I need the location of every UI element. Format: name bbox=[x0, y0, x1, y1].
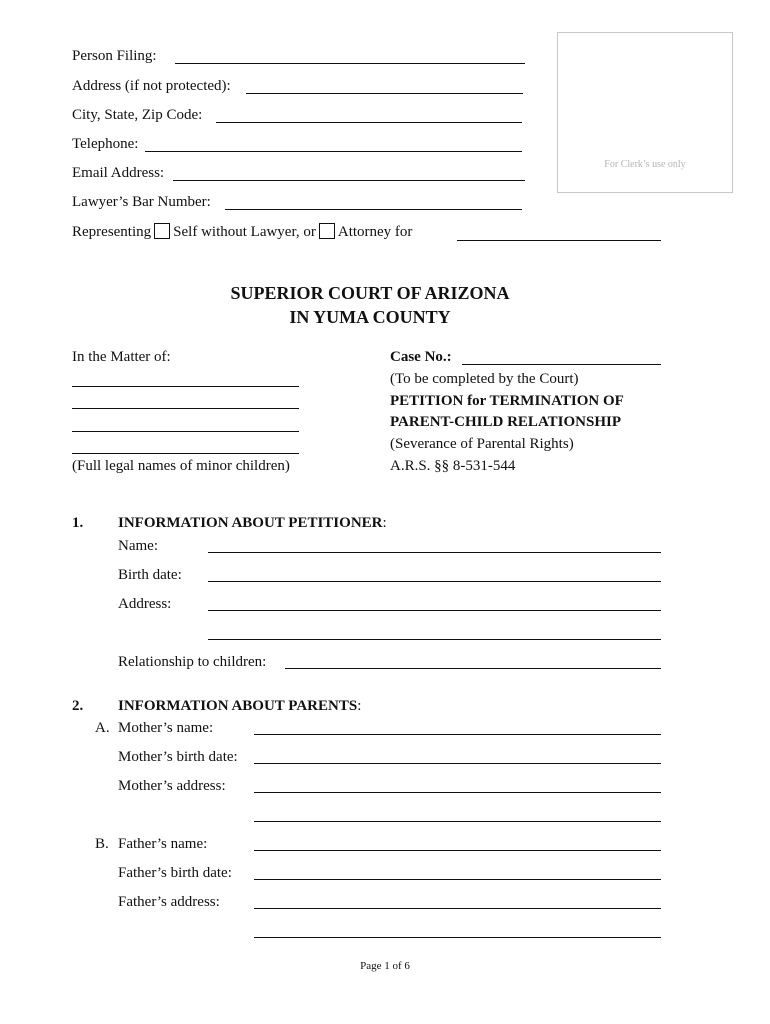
attorney-for-field[interactable] bbox=[457, 240, 661, 241]
petitioner-address-label: Address: bbox=[118, 596, 172, 612]
mother-name-label: Mother’s name: bbox=[118, 720, 214, 736]
section2-heading-text: INFORMATION ABOUT PARENTS bbox=[118, 698, 358, 714]
petition-title-line2: PARENT-CHILD RELATIONSHIP bbox=[390, 414, 622, 430]
section1-number: 1. bbox=[72, 515, 84, 531]
person-filing-field[interactable] bbox=[175, 63, 525, 64]
child-name-field[interactable] bbox=[72, 408, 299, 409]
father-address-label: Father’s address: bbox=[118, 894, 220, 910]
children-note: (Full legal names of minor children) bbox=[72, 458, 290, 474]
petitioner-birth-field[interactable] bbox=[208, 581, 661, 582]
father-birth-label: Father’s birth date: bbox=[118, 865, 232, 881]
page-number: Page 1 of 6 bbox=[360, 960, 410, 972]
court-county: IN YUMA COUNTY bbox=[289, 307, 451, 327]
father-name-label: Father’s name: bbox=[118, 836, 208, 852]
representing-label: Representing bbox=[72, 224, 152, 240]
clerk-use-label: For Clerk’s use only bbox=[604, 159, 686, 170]
mother-name-field[interactable] bbox=[254, 734, 661, 735]
section2-number: 2. bbox=[72, 698, 84, 714]
telephone-label: Telephone: bbox=[72, 136, 139, 152]
petition-subtitle: (Severance of Parental Rights) bbox=[390, 436, 574, 452]
petitioner-address-field-2[interactable] bbox=[208, 639, 661, 640]
statute-reference: A.R.S. §§ 8-531-544 bbox=[390, 458, 516, 474]
relationship-field[interactable] bbox=[285, 668, 661, 669]
address-label: Address (if not protected): bbox=[72, 78, 231, 94]
relationship-label: Relationship to children: bbox=[118, 654, 267, 670]
mother-address-label: Mother’s address: bbox=[118, 778, 226, 794]
city-state-zip-label: City, State, Zip Code: bbox=[72, 107, 203, 123]
section2-colon: : bbox=[357, 698, 362, 714]
case-number-field[interactable] bbox=[462, 364, 661, 365]
child-name-field[interactable] bbox=[72, 453, 299, 454]
father-address-field-2[interactable] bbox=[254, 937, 661, 938]
section1-colon: : bbox=[382, 515, 387, 531]
mother-address-field[interactable] bbox=[254, 792, 661, 793]
city-state-zip-field[interactable] bbox=[216, 122, 522, 123]
address-field[interactable] bbox=[246, 93, 523, 94]
mother-birth-label: Mother’s birth date: bbox=[118, 749, 238, 765]
father-name-field[interactable] bbox=[254, 850, 661, 851]
bar-number-label: Lawyer’s Bar Number: bbox=[72, 194, 211, 210]
father-address-field[interactable] bbox=[254, 908, 661, 909]
section1-heading bbox=[118, 514, 387, 532]
section2-heading bbox=[118, 697, 361, 715]
section1-heading-text: INFORMATION ABOUT PETITIONER bbox=[118, 515, 383, 531]
matter-label: In the Matter of: bbox=[72, 349, 171, 365]
mother-letter: A. bbox=[95, 720, 110, 736]
court-title: SUPERIOR COURT OF ARIZONA bbox=[230, 283, 510, 303]
clerk-use-box bbox=[557, 32, 733, 193]
child-name-field[interactable] bbox=[72, 431, 299, 432]
email-label: Email Address: bbox=[72, 165, 165, 181]
email-field[interactable] bbox=[173, 180, 525, 181]
child-name-field[interactable] bbox=[72, 386, 299, 387]
petitioner-name-label: Name: bbox=[118, 538, 158, 554]
mother-birth-field[interactable] bbox=[254, 763, 661, 764]
father-letter: B. bbox=[95, 836, 109, 852]
self-checkbox[interactable] bbox=[154, 223, 170, 239]
father-birth-field[interactable] bbox=[254, 879, 661, 880]
petition-title-line1: PETITION for TERMINATION OF bbox=[390, 393, 624, 409]
case-number-note: (To be completed by the Court) bbox=[390, 371, 579, 387]
petitioner-address-field[interactable] bbox=[208, 610, 661, 611]
telephone-field[interactable] bbox=[145, 151, 522, 152]
person-filing-label: Person Filing: bbox=[72, 48, 157, 64]
petitioner-name-field[interactable] bbox=[208, 552, 661, 553]
case-number-label: Case No.: bbox=[390, 349, 452, 365]
mother-address-field-2[interactable] bbox=[254, 821, 661, 822]
self-option-label: Self without Lawyer, or bbox=[173, 224, 316, 240]
petitioner-birth-label: Birth date: bbox=[118, 567, 182, 583]
bar-number-field[interactable] bbox=[225, 209, 522, 210]
attorney-checkbox[interactable] bbox=[319, 223, 335, 239]
representing-row bbox=[72, 223, 412, 241]
attorney-option-label: Attorney for bbox=[337, 224, 413, 240]
